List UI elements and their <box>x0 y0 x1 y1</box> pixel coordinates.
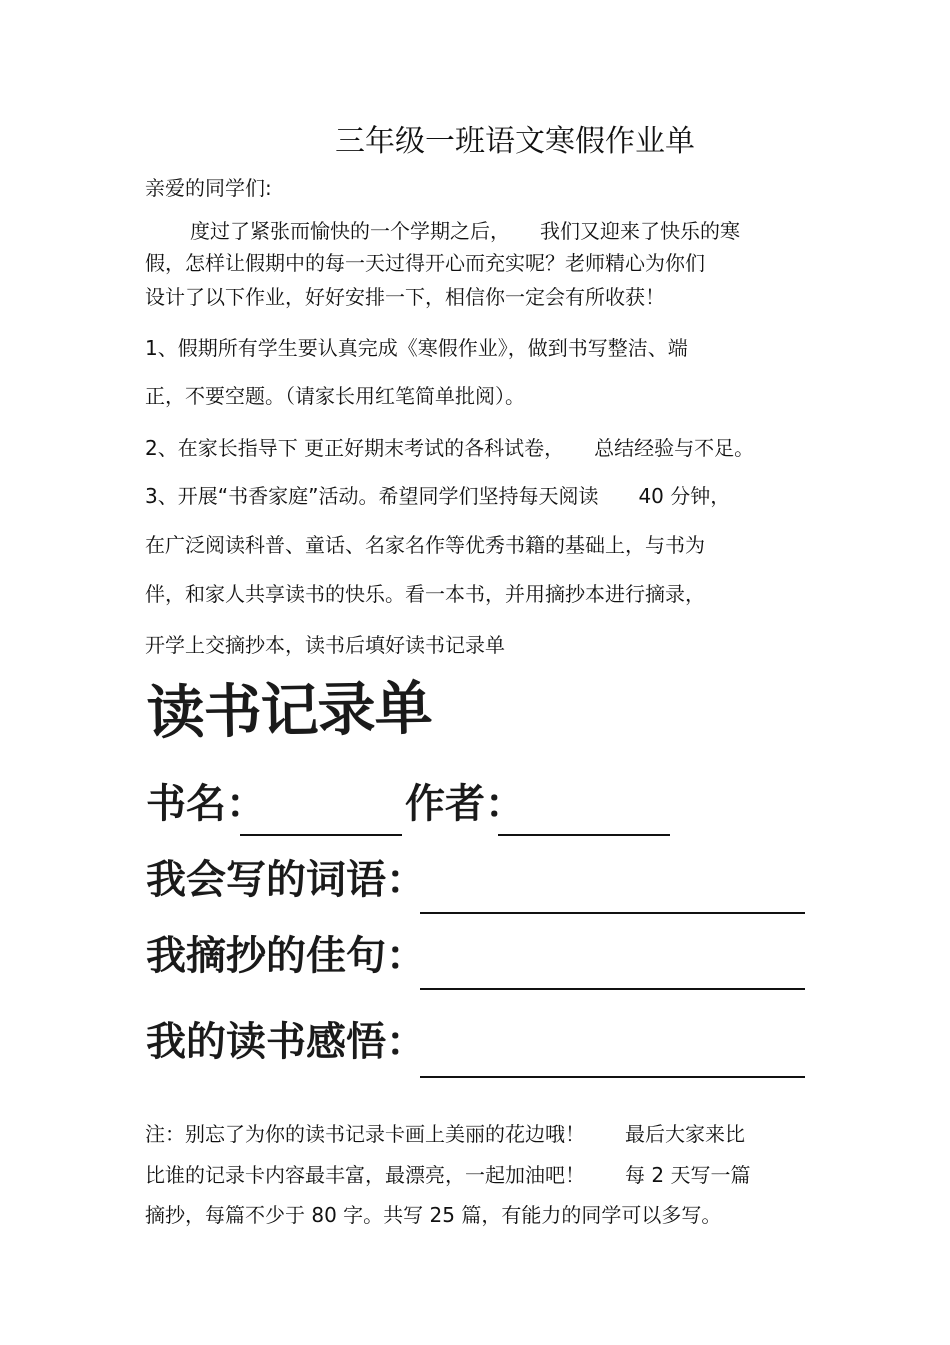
note-line-3: 摘抄，每篇不少于 80 字。共写 25 篇，有能力的同学可以多写。 <box>145 1203 722 1227</box>
book-name-label: 书名： <box>146 780 266 827</box>
intro-line-1: 度过了紧张而愉快的一个学期之后， 我们又迎来了快乐的寒 <box>190 219 740 243</box>
note-line-2: 比谁的记录卡内容最丰富，最漂亮，一起加油吧！ 每 2 天写一篇 <box>145 1163 751 1187</box>
feelings-label: 我的读书感悟： <box>146 1018 426 1065</box>
note-line-1: 注：别忘了为你的读书记录卡画上美丽的花边哦！ 最后大家来比 <box>145 1122 745 1146</box>
words-label: 我会写的词语： <box>146 856 426 903</box>
item-3-line-3: 伴，和家人共享读书的快乐。看一本书，并用摘抄本进行摘录， <box>145 582 705 606</box>
item-2: 2、在家长指导下 更正好期末考试的各科试卷， 总结经验与不足。 <box>145 436 755 460</box>
item-3-line-4: 开学上交摘抄本，读书后填好读书记录单 <box>145 633 505 657</box>
item-1-line-1: 1、假期所有学生要认真完成《寒假作业》，做到书写整洁、端 <box>145 336 688 360</box>
item-3-line-1: 3、开展“书香家庭”活动。希望同学们坚持每天阅读 40 分钟， <box>145 484 731 508</box>
item-1-line-2: 正，不要空题。（请家长用红笔简单批阅）。 <box>145 384 525 408</box>
author-blank[interactable] <box>498 834 670 836</box>
page-title: 三年级一班语文寒假作业单 <box>335 124 695 159</box>
feelings-blank[interactable] <box>420 1076 805 1078</box>
book-name-blank[interactable] <box>240 834 402 836</box>
words-blank[interactable] <box>420 912 805 914</box>
greeting: 亲爱的同学们: <box>145 176 272 200</box>
intro-line-2: 假，怎样让假期中的每一天过得开心而充实呢？老师精心为你们 <box>145 251 705 275</box>
sentences-blank[interactable] <box>420 988 805 990</box>
sentences-label: 我摘抄的佳句： <box>146 932 426 979</box>
author-label: 作者： <box>405 780 525 827</box>
reading-record-title: 读书记录单 <box>146 674 433 747</box>
intro-line-3: 设计了以下作业，好好安排一下，相信你一定会有所收获！ <box>145 285 665 309</box>
item-3-line-2: 在广泛阅读科普、童话、名家名作等优秀书籍的基础上，与书为 <box>145 533 705 557</box>
